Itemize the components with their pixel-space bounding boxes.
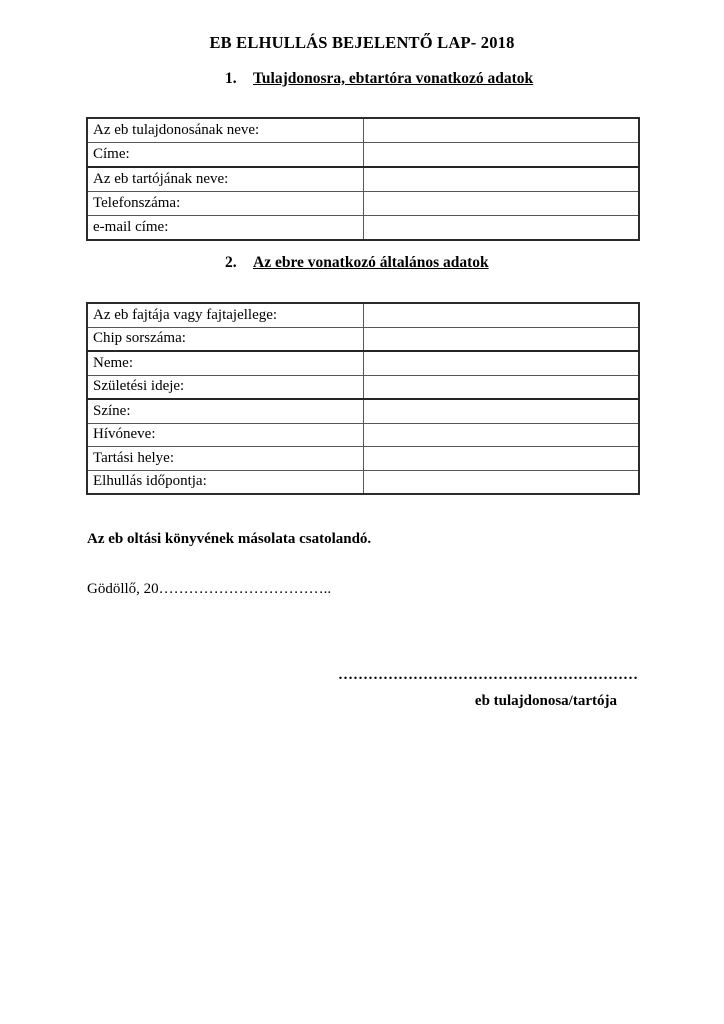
- field-value-cell: [363, 447, 639, 471]
- field-value-cell: [363, 375, 639, 399]
- field-label: e-mail címe:: [87, 216, 363, 241]
- section-title: Tulajdonosra, ebtartóra vonatkozó adatok: [253, 70, 534, 87]
- field-label: Hívóneve:: [87, 423, 363, 447]
- field-value-cell: [363, 192, 639, 216]
- field-label: Tartási helye:: [87, 447, 363, 471]
- table-row: [87, 192, 639, 216]
- section-title: Az ebre vonatkozó általános adatok: [253, 254, 489, 271]
- field-label: Címe:: [87, 143, 363, 168]
- table-row: [87, 447, 639, 471]
- field-value-cell: [363, 399, 639, 423]
- signature-role-label: eb tulajdonosa/tartója: [474, 693, 617, 709]
- table-row: [87, 216, 639, 241]
- field-value-cell: [363, 167, 639, 192]
- section-heading-dog-data: [225, 254, 489, 272]
- table-row: [87, 399, 639, 423]
- table-row: [87, 351, 639, 375]
- attachment-note: Az eb oltási könyvének másolata csatolandó.: [87, 531, 372, 547]
- field-label: Neme:: [87, 351, 363, 375]
- section-number: 1.: [225, 70, 237, 87]
- field-value-cell: [363, 216, 639, 241]
- field-value-cell: [363, 143, 639, 168]
- field-value-cell: [363, 470, 639, 494]
- table-row: [87, 303, 639, 327]
- place-date-line: Gödöllő, 20……………………………..: [87, 581, 332, 597]
- field-value-cell: [363, 351, 639, 375]
- field-label: Az eb tulajdonosának neve:: [87, 118, 363, 143]
- field-label: Telefonszáma:: [87, 192, 363, 216]
- field-value-cell: [363, 423, 639, 447]
- table-row: [87, 470, 639, 494]
- section-heading-owner-data: [225, 70, 533, 88]
- table-row: [87, 327, 639, 351]
- field-value-cell: [363, 303, 639, 327]
- owner-data-table: [86, 117, 640, 241]
- field-label: Az eb tartójának neve:: [87, 167, 363, 192]
- table-row: [87, 167, 639, 192]
- document-title: EB ELHULLÁS BEJELENTŐ LAP- 2018: [209, 33, 515, 52]
- dog-data-table: [86, 302, 640, 495]
- field-value-cell: [363, 118, 639, 143]
- signature-dotted-line: ……………………………………………………: [338, 667, 638, 683]
- field-label: Színe:: [87, 399, 363, 423]
- field-label: Chip sorszáma:: [87, 327, 363, 351]
- table-row: [87, 375, 639, 399]
- table-row: [87, 118, 639, 143]
- field-label: Az eb fajtája vagy fajtajellege:: [87, 303, 363, 327]
- field-label: Elhullás időpontja:: [87, 470, 363, 494]
- section-number: 2.: [225, 254, 237, 271]
- table-row: [87, 423, 639, 447]
- table-row: [87, 143, 639, 168]
- field-value-cell: [363, 327, 639, 351]
- field-label: Születési ideje:: [87, 375, 363, 399]
